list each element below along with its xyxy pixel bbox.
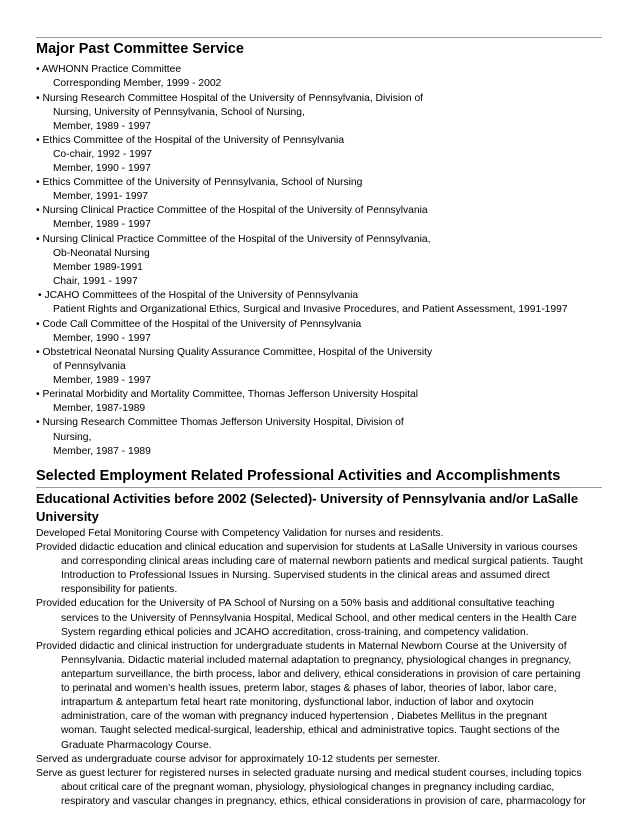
committee-line: • Nursing Clinical Practice Committee of the Hospital of the University of Pennsylvania: [36, 205, 428, 216]
committee-line: • Perinatal Morbidity and Mortality Committee, Thomas Jefferson University Hospital: [36, 389, 419, 400]
education-line: Provided didactic education and clinical education and supervision for students at LaSalle University in various courses: [36, 542, 578, 553]
committee-line: Chair, 1991 - 1997: [53, 276, 138, 287]
committee-line: Member, 1987 - 1989: [53, 446, 151, 457]
committee-line: Corresponding Member, 1999 - 2002: [53, 78, 222, 89]
committee-line: Member, 1990 - 1997: [53, 163, 151, 174]
education-subsection-title-cont: University: [36, 509, 99, 524]
committee-line: • Nursing Research Committee Hospital of the University of Pennsylvania, Division of: [36, 93, 424, 104]
committee-line: Member, 1987-1989: [53, 403, 146, 414]
employment-section-title: Selected Employment Related Professional Activities and Accomplishments: [36, 468, 561, 484]
committee-line: • AWHONN Practice Committee: [36, 64, 182, 75]
education-line: woman. Taught selected medical-surgical, leadership, ethical and administrative topics. Taught sections of the: [61, 725, 560, 736]
committee-line: Co-chair, 1992 - 1997: [53, 149, 153, 160]
education-line: Provided didactic and clinical instruction for undergraduate students in Maternal Newborn Course at the University of: [36, 641, 567, 652]
committee-line: Member, 1991- 1997: [53, 191, 149, 202]
committee-line: Nursing,: [53, 432, 92, 443]
education-line: Pennsylvania. Didactic material included maternal adaptation to pregnancy, physiological changes in pregnancy,: [61, 655, 572, 666]
education-line: respiratory and vascular changes in pregnancy, ethics, ethical considerations in provision of care, pharmacology for: [61, 796, 586, 807]
committee-line: Ob-Neonatal Nursing: [53, 248, 150, 259]
education-line: Provided education for the University of PA School of Nursing on a 50% basis and additional consultative teaching: [36, 598, 555, 609]
committee-line: • Nursing Research Committee Thomas Jefferson University Hospital, Division of: [36, 417, 404, 428]
education-line: services to the University of Pennsylvania Hospital, Medical School, and other medical centers in the Health Care: [61, 613, 577, 624]
education-line: Served as undergraduate course advisor for approximately 10-12 students per semester.: [36, 754, 441, 765]
committee-line: • JCAHO Committees of the Hospital of the University of Pennsylvania: [38, 290, 359, 301]
committee-line: • Nursing Clinical Practice Committee of the Hospital of the University of Pennsylvania,: [36, 234, 431, 245]
top-divider: [36, 37, 602, 38]
education-line: Introduction to Professional Issues in Nursing. Supervised students in the clinical areas and assumed direct: [61, 570, 550, 581]
committee-line: Member 1989-1991: [53, 262, 143, 273]
committee-section-title: Major Past Committee Service: [36, 41, 244, 57]
education-line: Developed Fetal Monitoring Course with Competency Validation for nurses and residents.: [36, 528, 444, 539]
committee-line: of Pennsylvania: [53, 361, 126, 372]
committee-line: Member, 1989 - 1997: [53, 219, 151, 230]
committee-line: • Ethics Committee of the Hospital of the University of Pennsylvania: [36, 135, 345, 146]
education-line: about critical care of the pregnant woman, physiology, physiological changes in pregnancy including cardiac,: [61, 782, 555, 793]
committee-line: Member, 1990 - 1997: [53, 333, 151, 344]
education-subsection-title: Educational Activities before 2002 (Selected)- University of Pennsylvania and/or LaSalle: [36, 491, 579, 506]
education-line: antepartum surveillance, the birth process, labor and delivery, ethical considerations in provision of care pertaining: [61, 669, 581, 680]
committee-line: Patient Rights and Organizational Ethics, Surgical and Invasive Procedures, and Patient Assessment, 1991-1997: [53, 304, 568, 315]
employment-divider: [36, 487, 602, 488]
committee-line: Member, 1989 - 1997: [53, 375, 151, 386]
education-line: administration, care of the woman with pregnancy induced hypertension , Diabetes Mellitus in the pregnant: [61, 711, 547, 722]
committee-line: Nursing, University of Pennsylvania, School of Nursing,: [53, 107, 305, 118]
education-line: intrapartum & antepartum fetal heart rate monitoring, dysfunctional labor, induction of labor and oxytocin: [61, 697, 534, 708]
committee-line: • Obstetrical Neonatal Nursing Quality Assurance Committee, Hospital of the University: [36, 347, 433, 358]
committee-line: • Ethics Committee of the University of Pennsylvania, School of Nursing: [36, 177, 363, 188]
committee-line: Member, 1989 - 1997: [53, 121, 151, 132]
education-line: System regarding ethical policies and JCAHO accreditation, cross-training, and competency validation.: [61, 627, 529, 638]
education-line: and corresponding clinical areas including care of maternal newborn patients and medical surgical patients. Taught: [61, 556, 583, 567]
education-line: Serve as guest lecturer for registered nurses in selected graduate nursing and medical student courses, including topics: [36, 768, 582, 779]
education-line: responsibility for patients.: [61, 584, 178, 595]
committee-line: • Code Call Committee of the Hospital of the University of Pennsylvania: [36, 319, 362, 330]
education-line: to perinatal and women’s health issues, preterm labor, stages & phases of labor, theories of labor, labor care,: [61, 683, 557, 694]
education-line: Graduate Pharmacology Course.: [61, 740, 212, 751]
